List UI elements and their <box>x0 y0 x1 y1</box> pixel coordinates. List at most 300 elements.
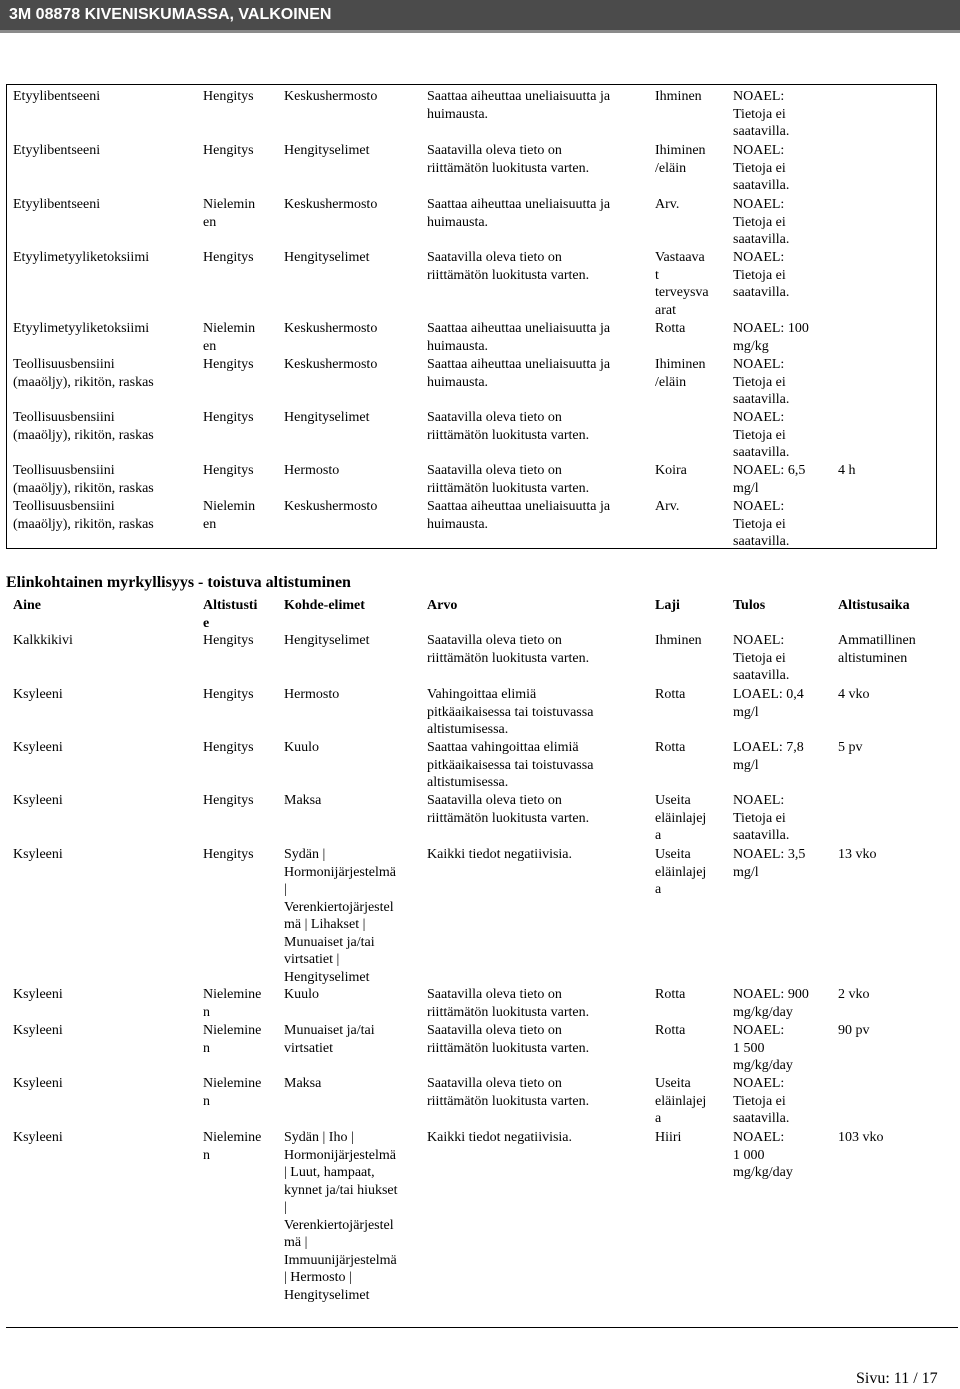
cell-line: huimausta. <box>427 338 489 354</box>
cell-substance <box>13 498 154 533</box>
cell-line: Hengitys <box>203 250 254 265</box>
cell-line: Ksyleeni <box>13 740 63 755</box>
cell-line: 13 vko <box>838 847 877 862</box>
cell-line: Hermosto <box>284 463 340 478</box>
cell-target-organs <box>284 686 339 704</box>
cell-target-organs <box>284 632 370 650</box>
cell-species <box>655 142 706 177</box>
cell-species <box>655 792 706 845</box>
cell-line: saatavilla. <box>733 534 790 549</box>
cell-result <box>733 632 789 685</box>
cell-target-organs <box>284 196 377 214</box>
cell-substance <box>13 1075 63 1093</box>
cell-line: Useita <box>655 847 691 862</box>
cell-result <box>733 597 765 615</box>
cell-line: Keskushermosto <box>284 89 378 104</box>
cell-line: Ihminen <box>655 89 702 104</box>
cell-line: Keskushermosto <box>284 499 378 514</box>
cell-value <box>427 142 589 177</box>
cell-value <box>427 249 589 284</box>
cell-line: Ihiminen <box>655 143 706 158</box>
cell-value <box>427 409 589 444</box>
cell-line: mg/l <box>733 704 759 720</box>
cell-line: Munuaiset ja/tai <box>284 934 375 950</box>
cell-line: Saatavilla oleva tieto on <box>427 143 562 158</box>
cell-line: Sydän | <box>284 847 326 862</box>
cell-line: Kuulo <box>284 987 319 1002</box>
cell-line: mä | Lihakset | <box>284 917 366 932</box>
cell-line: huimausta. <box>427 374 489 390</box>
cell-line: Arv. <box>655 197 680 212</box>
cell-line: terveysva <box>655 285 709 300</box>
cell-line: saatavilla. <box>733 124 790 139</box>
cell-line: | Hermosto | <box>284 1270 352 1285</box>
cell-line: (maaöljy), rikitön, raskas <box>13 480 154 496</box>
cell-line: Tietoja ei <box>733 810 786 826</box>
cell-target-organs <box>284 1075 321 1093</box>
cell-result <box>733 792 789 845</box>
cell-target-organs <box>284 1022 375 1057</box>
cell-line: Nieleminе <box>203 1076 262 1091</box>
cell-line: Teollisuusbensiini <box>13 357 115 372</box>
cell-line: Saatavilla oleva tieto on <box>427 793 562 808</box>
cell-line: 1 000 <box>733 1147 765 1163</box>
page-number: Sivu: 11 / 17 <box>856 1370 938 1387</box>
cell-line: 2 vko <box>838 987 870 1002</box>
cell-line: mg/kg/day <box>733 1165 793 1180</box>
cell-line: NOAEL: 100 <box>733 321 809 336</box>
cell-line: Tietoja ei <box>733 650 786 666</box>
cell-line: altistumisessa. <box>427 722 509 737</box>
cell-result <box>733 356 789 409</box>
cell-line: Etyylimetyyliketoksiimi <box>13 321 150 336</box>
cell-line: /eläin <box>655 374 687 390</box>
cell-substance <box>13 320 149 338</box>
cell-target-organs <box>284 320 377 338</box>
cell-result <box>733 196 789 249</box>
cell-line: NOAEL: 900 <box>733 987 809 1002</box>
cell-line: riittämätön luokitusta varten. <box>427 480 590 496</box>
cell-line: Saatavilla oleva tieto on <box>427 987 562 1002</box>
cell-exposure-time <box>838 1022 870 1040</box>
cell-result <box>733 686 804 721</box>
cell-line: Hengitys <box>203 463 254 478</box>
section-title: Elinkohtainen myrkyllisyys - toistuva altistuminen <box>6 574 351 591</box>
cell-value <box>427 88 610 123</box>
cell-line: huimausta. <box>427 106 489 122</box>
cell-exposure-time <box>838 1129 884 1147</box>
cell-line: riittämätön luokitusta varten. <box>427 1040 590 1056</box>
cell-line: Nielemin <box>203 197 256 212</box>
cell-line: Kohde-elimet <box>284 598 365 613</box>
cell-target-organs <box>284 986 319 1004</box>
cell-line: Hengitys <box>203 687 254 702</box>
cell-value <box>427 686 593 739</box>
footer-divider <box>6 1327 958 1328</box>
cell-line: Saatavilla oleva tieto on <box>427 633 562 648</box>
document-header <box>0 0 960 33</box>
cell-line: a <box>655 882 662 897</box>
cell-line: arat <box>655 302 676 318</box>
cell-species <box>655 739 685 757</box>
cell-species <box>655 1075 706 1128</box>
cell-target-organs <box>284 846 396 986</box>
cell-value <box>427 320 610 355</box>
cell-line: riittämätön luokitusta varten. <box>427 267 590 283</box>
cell-line: 103 vko <box>838 1130 884 1145</box>
cell-line: /eläin <box>655 160 687 176</box>
cell-line: Hengitys <box>203 89 254 104</box>
cell-line: n <box>203 1040 210 1056</box>
cell-line: Hiiri <box>655 1130 682 1145</box>
cell-line: Hengityselimet <box>284 410 370 425</box>
cell-substance <box>13 196 100 214</box>
cell-line: Hengitys <box>203 633 254 648</box>
cell-line: NOAEL: <box>733 89 785 104</box>
cell-result <box>733 739 804 774</box>
cell-exposure-route <box>203 792 254 810</box>
cell-exposure-route <box>203 196 255 231</box>
cell-line: Tietoja ei <box>733 160 786 176</box>
cell-substance <box>13 409 154 444</box>
cell-line: Arv. <box>655 499 680 514</box>
cell-exposure-route <box>203 1075 261 1110</box>
cell-substance <box>13 1022 63 1040</box>
cell-value <box>427 356 610 391</box>
cell-exposure-route <box>203 597 257 632</box>
cell-line: Rotta <box>655 987 686 1002</box>
cell-species <box>655 1129 681 1147</box>
cell-line: Ihminen <box>655 633 702 648</box>
cell-line: eläinlajej <box>655 1093 707 1109</box>
cell-result <box>733 846 805 881</box>
cell-line: Tietoja ei <box>733 374 786 390</box>
cell-line: Hengityselimet <box>284 250 370 265</box>
cell-line: Aine <box>13 598 41 613</box>
cell-line: mg/kg/day <box>733 1058 793 1073</box>
cell-species <box>655 1022 685 1040</box>
cell-line: Koira <box>655 463 687 478</box>
cell-line: NOAEL: <box>733 1023 785 1038</box>
cell-target-organs <box>284 597 365 615</box>
cell-line: Etyylibentseeni <box>13 89 101 104</box>
cell-result <box>733 1075 789 1128</box>
cell-substance <box>13 792 63 810</box>
cell-line: Altistusaika <box>838 598 910 613</box>
cell-line: mä | <box>284 1235 308 1250</box>
cell-result <box>733 142 789 195</box>
cell-line: Sydän | Iho | <box>284 1130 354 1145</box>
cell-line: saatavilla. <box>733 445 790 460</box>
cell-line: Kaikki tiedot negatiivisia. <box>427 1130 573 1145</box>
cell-result <box>733 88 789 141</box>
cell-line: Ksyleeni <box>13 1076 63 1091</box>
cell-line: Saattaa vahingoittaa elimiä <box>427 740 579 755</box>
cell-line: Saatavilla oleva tieto on <box>427 1076 562 1091</box>
cell-value <box>427 196 610 231</box>
cell-target-organs <box>284 88 377 106</box>
cell-line: n <box>203 1147 210 1163</box>
cell-line: | <box>284 882 287 897</box>
cell-result <box>733 1022 793 1075</box>
cell-exposure-route <box>203 1022 261 1057</box>
cell-exposure-route <box>203 356 254 374</box>
cell-line: Rotta <box>655 1023 686 1038</box>
cell-line: a <box>655 1111 662 1126</box>
cell-line: saatavilla. <box>733 1111 790 1126</box>
cell-line: NOAEL: <box>733 357 785 372</box>
cell-substance <box>13 462 154 497</box>
cell-line: Saatavilla oleva tieto on <box>427 250 562 265</box>
cell-line: NOAEL: <box>733 410 785 425</box>
cell-line: Saattaa aiheuttaa uneliaisuutta ja <box>427 321 611 336</box>
cell-line: Hengityselimet <box>284 633 370 648</box>
cell-line: Verenkiertojärjestel <box>284 1217 394 1233</box>
cell-line: n <box>203 1004 210 1020</box>
cell-line: Hengitys <box>203 740 254 755</box>
cell-line: Hengitys <box>203 793 254 808</box>
product-title: 3M 08878 KIVENISKUMASSA, VALKOINEN <box>9 6 332 23</box>
cell-result <box>733 462 805 497</box>
cell-line: huimausta. <box>427 516 489 532</box>
cell-line: Tietoja ei <box>733 516 786 532</box>
cell-line: saatavilla. <box>733 178 790 193</box>
cell-line: Useita <box>655 793 691 808</box>
cell-value <box>427 1022 589 1057</box>
cell-exposure-time <box>838 632 916 667</box>
cell-line: Ksyleeni <box>13 687 63 702</box>
cell-line: Keskushermosto <box>284 357 378 372</box>
cell-line: altistuminen <box>838 650 908 666</box>
cell-value <box>427 1075 589 1110</box>
cell-substance <box>13 846 63 864</box>
cell-exposure-route <box>203 986 261 1021</box>
cell-line: Ksyleeni <box>13 1023 63 1038</box>
cell-line: Munuaiset ja/tai <box>284 1023 375 1038</box>
cell-exposure-time <box>838 462 856 480</box>
cell-line: NOAEL: <box>733 499 785 514</box>
cell-exposure-route <box>203 249 254 267</box>
cell-result <box>733 1129 793 1182</box>
cell-line: saatavilla. <box>733 232 790 247</box>
cell-line: Maksa <box>284 793 322 808</box>
cell-substance <box>13 739 63 757</box>
cell-line: NOAEL: <box>733 1130 785 1145</box>
cell-line: mg/l <box>733 864 759 880</box>
cell-line: saatavilla. <box>733 285 790 300</box>
cell-line: Vahingoittaa elimiä <box>427 687 537 702</box>
cell-line: n <box>203 1093 210 1109</box>
cell-line: riittämätön luokitusta varten. <box>427 1004 590 1020</box>
cell-line: NOAEL: <box>733 633 785 648</box>
cell-line: pitkäaikaisessa tai toistuvassa <box>427 757 594 773</box>
cell-line: | Luut, hampaat, <box>284 1165 375 1180</box>
cell-line: Ammatillinen <box>838 633 916 648</box>
cell-substance <box>13 356 154 391</box>
cell-exposure-route <box>203 846 254 864</box>
cell-line: Hermosto <box>284 687 340 702</box>
cell-value <box>427 792 589 827</box>
cell-line: Nielemin <box>203 321 256 336</box>
cell-value <box>427 986 589 1021</box>
cell-exposure-route <box>203 409 254 427</box>
cell-line: Ksyleeni <box>13 847 63 862</box>
cell-line: saatavilla. <box>733 668 790 683</box>
cell-line: Verenkiertojärjestel <box>284 899 394 915</box>
cell-result <box>733 320 809 355</box>
cell-value <box>427 597 457 615</box>
cell-line: 4 vko <box>838 687 870 702</box>
cell-line: Saattaa aiheuttaa uneliaisuutta ja <box>427 357 611 372</box>
cell-exposure-time <box>838 986 870 1004</box>
cell-line: mg/kg/day <box>733 1004 793 1020</box>
cell-substance <box>13 88 100 106</box>
cell-value <box>427 739 593 792</box>
cell-line: NOAEL: <box>733 1076 785 1091</box>
cell-target-organs <box>284 792 321 810</box>
cell-line: virtsatiet <box>284 1040 333 1056</box>
cell-line: NOAEL: <box>733 793 785 808</box>
cell-line: riittämätön luokitusta varten. <box>427 160 590 176</box>
cell-line: Altistusti <box>203 598 258 613</box>
cell-exposure-route <box>203 462 254 480</box>
cell-line: 5 pv <box>838 740 863 755</box>
cell-line: Saatavilla oleva tieto on <box>427 410 562 425</box>
cell-substance <box>13 249 149 267</box>
cell-line: saatavilla. <box>733 392 790 407</box>
cell-value <box>427 462 589 497</box>
cell-species <box>655 462 687 480</box>
cell-result <box>733 986 809 1021</box>
cell-line: NOAEL: <box>733 143 785 158</box>
cell-line: NOAEL: <box>733 197 785 212</box>
cell-line: Hengitys <box>203 410 254 425</box>
cell-exposure-route <box>203 88 254 106</box>
cell-target-organs <box>284 142 370 160</box>
cell-line: riittämätön luokitusta varten. <box>427 650 590 666</box>
cell-substance <box>13 686 63 704</box>
cell-line: en <box>203 516 217 532</box>
cell-line: Hengityselimet <box>284 969 370 985</box>
cell-line: en <box>203 338 217 354</box>
cell-exposure-time <box>838 597 910 615</box>
cell-line: Rotta <box>655 740 686 755</box>
cell-exposure-time <box>838 686 870 704</box>
cell-line: Teollisuusbensiini <box>13 499 115 514</box>
cell-line: LOAEL: 0,4 <box>733 687 804 702</box>
cell-species <box>655 249 709 319</box>
cell-exposure-time <box>838 846 877 864</box>
cell-line: t <box>655 267 659 283</box>
cell-line: saatavilla. <box>733 828 790 843</box>
cell-result <box>733 498 789 551</box>
cell-line: Hengitys <box>203 357 254 372</box>
cell-line: Ksyleeni <box>13 793 63 808</box>
cell-line: Nieleminе <box>203 1130 262 1145</box>
cell-substance <box>13 632 73 650</box>
cell-line: Saattaa aiheuttaa uneliaisuutta ja <box>427 499 611 514</box>
cell-line: Saatavilla oleva tieto on <box>427 463 562 478</box>
cell-line: LOAEL: 7,8 <box>733 740 804 755</box>
cell-line: Rotta <box>655 321 686 336</box>
cell-target-organs <box>284 498 377 516</box>
cell-species <box>655 597 680 615</box>
cell-line: (maaöljy), rikitön, raskas <box>13 516 154 532</box>
cell-species <box>655 88 702 106</box>
cell-line: Saattaa aiheuttaa uneliaisuutta ja <box>427 197 611 212</box>
cell-exposure-route <box>203 686 254 704</box>
cell-line: Tulos <box>733 598 766 613</box>
cell-target-organs <box>284 409 370 427</box>
cell-line: Useita <box>655 1076 691 1091</box>
cell-line: Saattaa aiheuttaa uneliaisuutta ja <box>427 89 611 104</box>
cell-species <box>655 320 685 338</box>
cell-value <box>427 1129 572 1147</box>
cell-line: riittämätön luokitusta varten. <box>427 427 590 443</box>
cell-line: Tietoja ei <box>733 267 786 283</box>
cell-species <box>655 632 702 650</box>
cell-line: (maaöljy), rikitön, raskas <box>13 427 154 443</box>
cell-target-organs <box>284 1129 398 1304</box>
cell-line: Immuunijärjestelmä <box>284 1252 397 1268</box>
cell-exposure-route <box>203 498 255 533</box>
cell-line: Etyylibentseeni <box>13 197 101 212</box>
cell-line: Hengitys <box>203 847 254 862</box>
cell-result <box>733 249 789 302</box>
cell-line: Kaikki tiedot negatiivisia. <box>427 847 573 862</box>
cell-line: Tietoja ei <box>733 427 786 443</box>
cell-target-organs <box>284 462 339 480</box>
cell-line: mg/kg <box>733 338 769 354</box>
cell-species <box>655 356 706 391</box>
cell-line: mg/l <box>733 757 759 773</box>
cell-line: kynnet ja/tai hiukset <box>284 1182 398 1198</box>
cell-line: Tietoja ei <box>733 106 786 122</box>
cell-line: virtsatiet | <box>284 952 340 967</box>
cell-line: riittämätön luokitusta varten. <box>427 810 590 826</box>
cell-line: Teollisuusbensiini <box>13 410 115 425</box>
cell-target-organs <box>284 249 370 267</box>
cell-line: 4 h <box>838 463 856 478</box>
cell-line: Hengitys <box>203 143 254 158</box>
cell-line: 90 pv <box>838 1023 870 1038</box>
cell-line: Maksa <box>284 1076 322 1091</box>
cell-line: Keskushermosto <box>284 197 378 212</box>
cell-line: pitkäaikaisessa tai toistuvassa <box>427 704 594 720</box>
cell-exposure-time <box>838 739 863 757</box>
cell-line: riittämätön luokitusta varten. <box>427 1093 590 1109</box>
cell-line: Nieleminе <box>203 987 262 1002</box>
cell-line: (maaöljy), rikitön, raskas <box>13 374 154 390</box>
cell-line: Ksyleeni <box>13 987 63 1002</box>
cell-substance <box>13 597 41 615</box>
cell-line: Hormonijärjestelmä <box>284 864 396 880</box>
cell-target-organs <box>284 356 377 374</box>
cell-exposure-route <box>203 320 255 355</box>
cell-line: eläinlajej <box>655 810 707 826</box>
cell-result <box>733 409 789 462</box>
cell-species <box>655 686 685 704</box>
cell-value <box>427 846 572 864</box>
cell-line: a <box>655 828 662 843</box>
cell-line: huimausta. <box>427 214 489 230</box>
cell-line: NOAEL: 3,5 <box>733 847 806 862</box>
cell-value <box>427 632 589 667</box>
cell-line: | <box>284 1200 287 1215</box>
cell-line: en <box>203 214 217 230</box>
cell-line: NOAEL: 6,5 <box>733 463 806 478</box>
cell-line: Etyylibentseeni <box>13 143 101 158</box>
